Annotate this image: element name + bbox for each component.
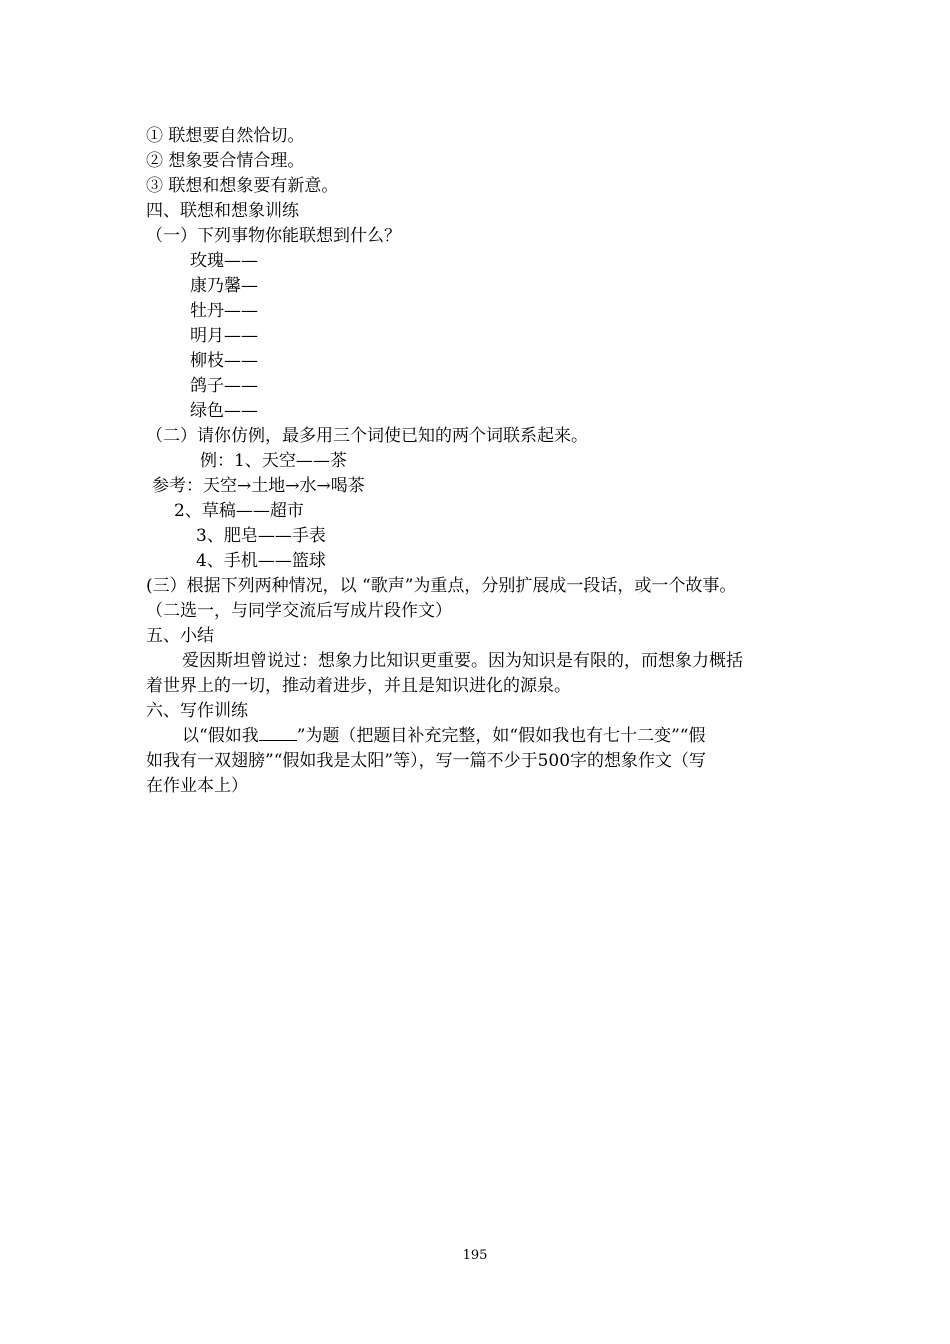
principle-3: ③ 联想和想象要有新意。 [146,176,339,196]
example: 例：1、天空——茶 [200,451,347,471]
part-1-title: （一）下列事物你能联想到什么？ [146,226,401,246]
summary-line-1: 爱因斯坦曾说过：想象力比知识更重要。因为知识是有限的，而想象力概括 [182,651,743,671]
question-3: 3、肥皂——手表 [196,526,326,546]
reference: 参考：天空→土地→水→喝茶 [152,476,365,496]
principle-1: ① 联想要自然恰切。 [146,126,305,146]
section-4-title: 四、联想和想象训练 [146,201,299,221]
writing-line-1-end: ”为题（把题目补充完整，如“假如我也有七十二变”“假 [296,726,706,746]
principle-2: ② 想象要合情合理。 [146,151,305,171]
writing-line-2: 如我有一双翅膀”“假如我是太阳”等），写一篇不少于500字的想象作文（写 [146,751,707,771]
item-moon: 明月—— [190,326,258,346]
item-green: 绿色—— [190,401,258,421]
part-2-title: （二）请你仿例，最多用三个词使已知的两个词联系起来。 [146,426,588,446]
writing-line-1-start: 以“假如我 [182,726,259,746]
part-3-line-1: (三）根据下列两种情况，以 “歌声”为重点，分别扩展成一段话，或一个故事。 [146,576,737,596]
section-6-title: 六、写作训练 [146,701,248,721]
question-4: 4、手机——篮球 [196,551,326,571]
page-number: 195 [462,1248,488,1263]
blank-underline [259,724,297,741]
part-3-line-2: （二选一，与同学交流后写成片段作文） [146,601,452,621]
section-5-title: 五、小结 [146,626,214,646]
question-2: 2、草稿——超市 [174,501,304,521]
summary-line-2: 着世界上的一切，推动着进步，并且是知识进化的源泉。 [146,676,571,696]
item-dove: 鸽子—— [190,376,258,396]
item-peony: 牡丹—— [190,301,258,321]
item-rose: 玫瑰—— [190,251,258,271]
writing-line-3: 在作业本上） [146,776,248,796]
item-willow: 柳枝—— [190,351,258,371]
writing-line-1 [182,724,705,748]
item-carnation: 康乃馨— [190,276,258,296]
